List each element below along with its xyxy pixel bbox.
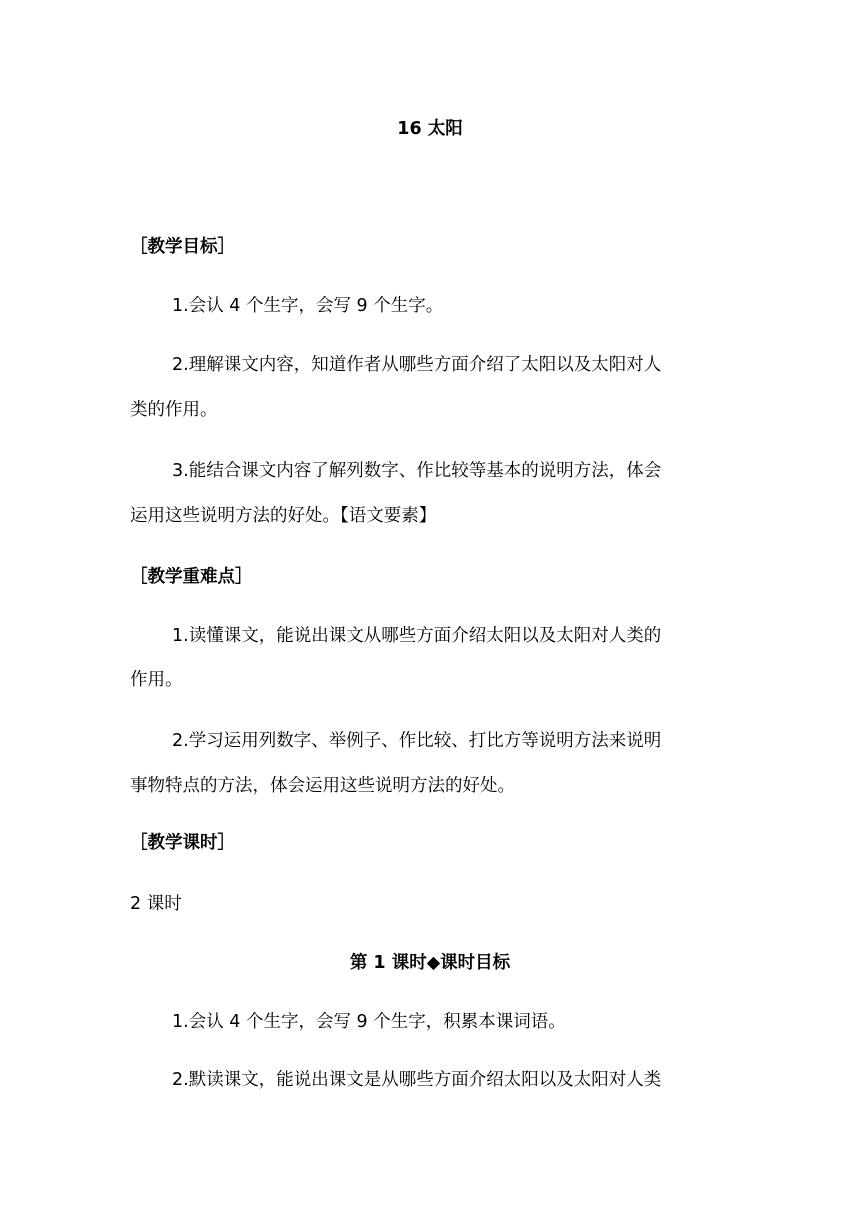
objective-3-line-2: 运用这些说明方法的好处。【语文要素】: [130, 506, 437, 526]
key-point-2-line-2: 事物特点的方法，体会运用这些说明方法的好处。: [130, 776, 515, 796]
objective-2-line-2: 类的作用。: [130, 400, 218, 420]
lesson1-heading: 第 1 课时◆课时目标: [349, 953, 511, 973]
document-title: 16 太阳: [397, 119, 463, 139]
objective-1-line-1: 1.会认 4 个生字，会写 9 个生字。: [172, 296, 444, 316]
key-point-2-line-1: 2.学习运用列数字、举例子、作比较、打比方等说明方法来说明: [172, 731, 662, 751]
key-point-1-line-2: 作用。: [130, 670, 183, 690]
periods-heading: ［教学课时］: [130, 833, 235, 853]
lesson1-objective-2: 2.默读课文，能说出课文是从哪些方面介绍太阳以及太阳对人类: [172, 1070, 662, 1090]
objective-3-line-1: 3.能结合课文内容了解列数字、作比较等基本的说明方法，体会: [172, 461, 662, 481]
periods-value: 2 课时: [130, 894, 182, 914]
objectives-heading: ［教学目标］: [130, 237, 235, 257]
objective-2-line-1: 2.理解课文内容，知道作者从哪些方面介绍了太阳以及太阳对人: [172, 355, 662, 375]
key-points-heading: ［教学重难点］: [130, 567, 253, 587]
key-point-1-line-1: 1.读懂课文，能说出课文从哪些方面介绍太阳以及太阳对人类的: [172, 626, 662, 646]
lesson1-objective-1: 1.会认 4 个生字，会写 9 个生字，积累本课词语。: [172, 1012, 566, 1032]
